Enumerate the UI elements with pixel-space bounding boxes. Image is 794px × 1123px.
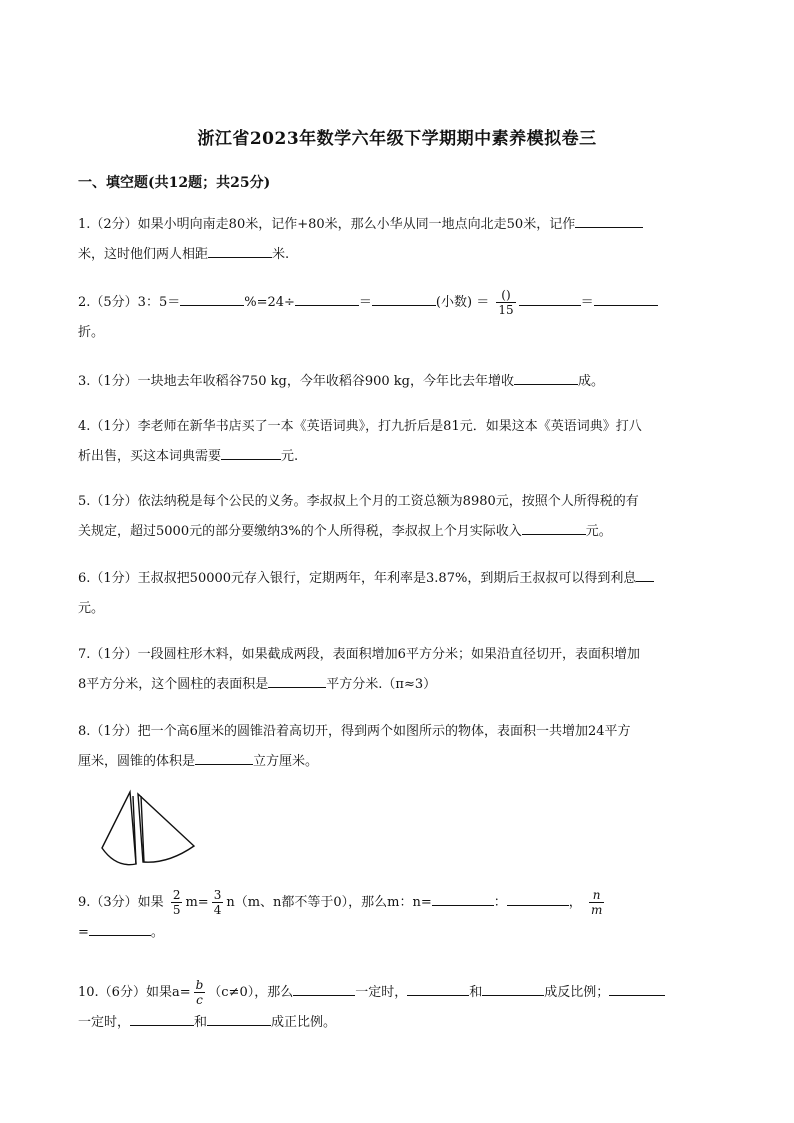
q8-blank-1[interactable] [195,748,253,765]
q10-text-a: 10.（6分）如果a= [78,985,191,1000]
q5-text-b: 关规定，超过5000元的部分要缴纳3%的个人所得税，李叔叔上个月实际收入 [78,524,522,539]
q8-text-b: 厘米，圆锥的体积是 [78,754,196,769]
q1-text-b: 米，这时他们两人相距 [78,247,209,262]
q1-text-c: 米. [272,247,290,262]
q10-blank-6[interactable] [207,1009,271,1026]
q10-text-d: 和 [469,985,483,1000]
q2-blank-1[interactable] [180,289,244,306]
q3-blank-1[interactable] [514,368,578,385]
q10-text-h: 成正比例。 [271,1015,337,1030]
q2-blank-5[interactable] [594,289,658,306]
q9-text-b: m= [185,895,209,910]
q2-text-e: ＝ [580,295,594,310]
q2-text-b: %=24÷ [244,295,295,310]
q4-text-b: 析出售，买这本词典需要 [78,449,222,464]
q9-text-h: 。 [150,925,164,940]
question-4 [78,412,718,472]
q2-fraction-denominator: 15 [498,303,514,317]
q9-text-a: 9.（3分）如果 [78,895,164,910]
q10-text-f: 一定时， [78,1015,131,1030]
question-6 [78,564,718,624]
q10-text-g: 和 [194,1015,208,1030]
q7-text-c: 平方分米.（π≈3） [326,677,437,692]
section-heading: 一、填空题(共12题；共25分) [78,175,271,191]
q9-blank-2[interactable] [507,889,569,906]
q5-text-a: 5.（1分）依法纳税是每个公民的义务。李叔叔上个月的工资总额为8980元，按照个人所得税的有 [78,494,639,509]
q9-text-g: = [78,925,89,940]
right-half-cone [138,794,194,862]
q2-text-a: 2.（5分）3：5＝ [78,295,181,310]
q10-fraction-numerator: b [195,978,204,992]
q3-text-b: 成。 [577,374,604,389]
q7-text-b: 8平方分米，这个圆柱的表面积是 [78,677,269,692]
question-2 [78,288,718,348]
q10-blank-2[interactable] [407,979,469,996]
q10-text-c: 一定时， [355,985,408,1000]
question-5 [78,487,718,547]
q6-text-b: 元。 [78,601,105,616]
q2-blank-4[interactable] [519,289,581,306]
half-cones-figure [98,788,208,870]
q5-blank-1[interactable] [522,518,586,535]
question-3 [78,367,718,397]
q9-blank-1[interactable] [432,889,494,906]
q9-fraction-2-numerator: 3 [213,888,222,902]
q10-blank-1[interactable] [293,979,355,996]
q8-text-c: 立方厘米。 [253,754,319,769]
question-10 [78,978,718,1038]
q9-fraction-2 [212,888,224,917]
q9-fraction-1 [171,888,183,917]
q9-fraction-1-denominator: 5 [172,903,181,917]
q9-fraction-1-numerator: 2 [172,888,181,902]
q2-fraction-numerator: () [496,288,515,303]
q2-blank-3[interactable] [372,289,436,306]
q9-fraction-3-denominator: m [590,903,603,917]
q10-fraction-denominator: c [196,993,203,1007]
question-1 [78,210,718,270]
q9-text-e: ， [568,895,582,910]
q4-blank-1[interactable] [221,443,281,460]
q10-text-e: 成反比例； [544,985,610,1000]
q9-fraction-3-numerator: n [589,888,604,903]
q9-fraction-2-denominator: 4 [213,903,222,917]
q1-text-a: 1.（2分）如果小明向南走80米，记作+80米，那么小华从同一地点向北走50米，记作 [78,217,576,232]
left-half-cone [102,792,136,865]
q4-text-c: 元. [281,449,299,464]
q6-text-a: 6.（1分）王叔叔把50000元存入银行，定期两年，年利率是3.87%，到期后王叔叔可以得到利息 [78,571,637,586]
q9-fraction-3 [589,888,604,917]
q9-blank-3[interactable] [89,919,151,936]
page-title: 浙江省2023年数学六年级下学期期中素养模拟卷三 [197,129,597,149]
q3-text-a: 3.（1分）一块地去年收稻谷750 kg，今年收稻谷900 kg，今年比去年增收 [78,374,514,389]
q1-blank-2[interactable] [208,241,272,258]
question-8 [78,717,718,777]
q8-text-a: 8.（1分）把一个高6厘米的圆锥沿着高切开，得到两个如图所示的物体，表面积一共增加24平方 [78,724,631,739]
q9-text-d: ： [493,895,507,910]
q10-text-b: （c≠0），那么 [208,985,294,1000]
q7-text-a: 7.（1分）一段圆柱形木料，如果截成两段，表面积增加6平方分米；如果沿直径切开，表面积增加 [78,647,640,662]
q10-fraction [194,978,206,1007]
q7-blank-1[interactable] [268,671,326,688]
q2-text-f: 折。 [78,325,105,340]
question-7 [78,640,718,700]
q4-text-a: 4.（1分）李老师在新华书店买了一本《英语词典》，打九折后是81元．如果这本《英语词典》打八 [78,419,642,434]
q2-blank-2[interactable] [295,289,359,306]
q9-text-c: n（m、n都不等于0），那么m：n= [226,895,432,910]
q5-text-c: 元。 [585,524,612,539]
question-9 [78,888,718,948]
q10-blank-5[interactable] [130,1009,194,1026]
q2-text-c: ＝ [358,295,372,310]
q2-text-d: (小数) ＝ [435,295,490,310]
q1-blank-1[interactable] [575,211,643,228]
q10-blank-4[interactable] [609,979,665,996]
q2-fraction [496,288,515,317]
q6-blank-1[interactable] [636,565,654,582]
q10-blank-3[interactable] [482,979,544,996]
